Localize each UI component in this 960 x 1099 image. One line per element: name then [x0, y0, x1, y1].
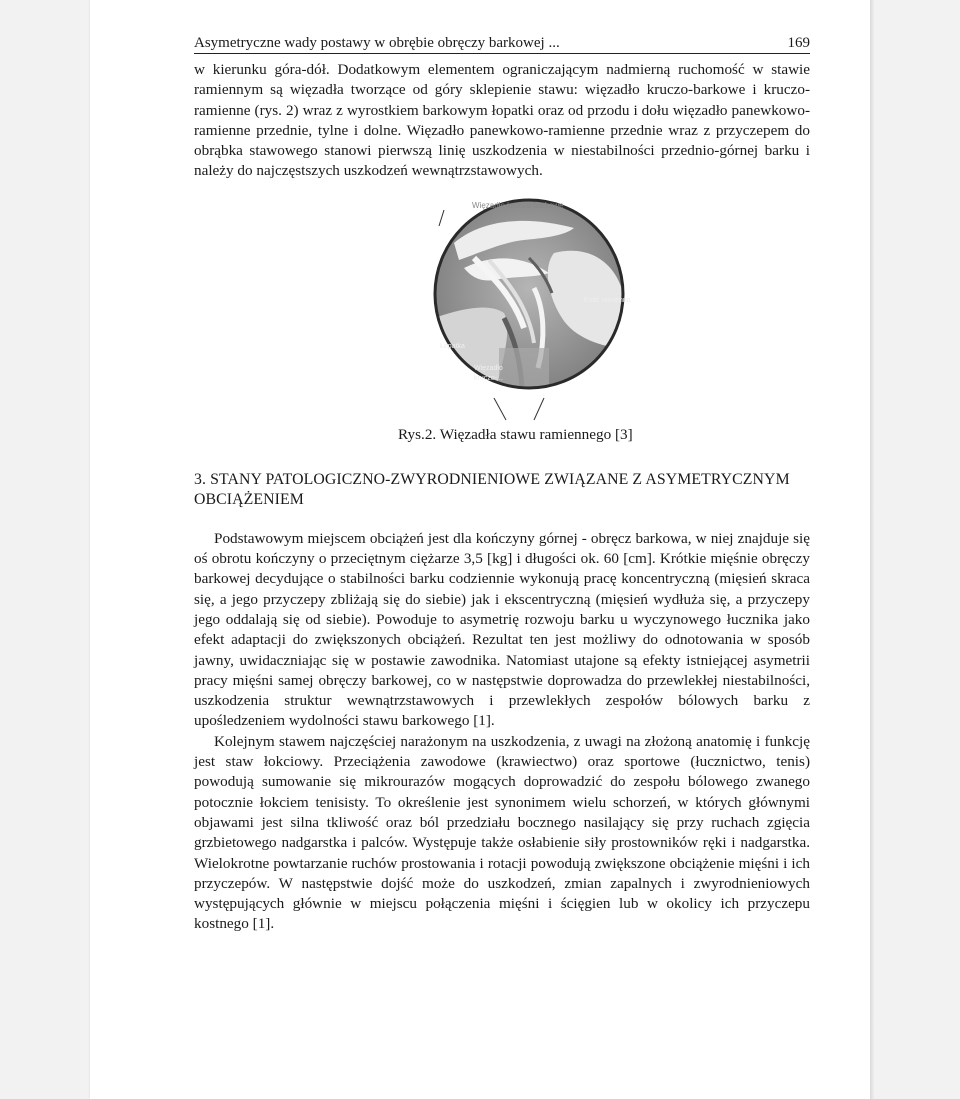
figure-caption: Rys.2. Więzadła stawu ramiennego [3] — [398, 425, 633, 443]
label-right: Kość ramienna — [584, 296, 631, 304]
section-paragraph: Kolejnym stawem najczęściej narażonym na uszkodzenia, z uwagi na złożoną anatomię i funkcję jest staw łokciowy. Przeciążenia zawodowe (krawiectwo) oraz sportowe (łucznictwo, tenis) powodują sumowanie się mikrourazów mogących doprowadzić do zespołu bólowego zwanego potocznie łokciem tenisisty. To określenie jest synonimem wielu schorzeń, w których głównymi objawami jest silna tkliwość oraz ból przedziału bocznego nasilający się przy ruchach zgięcia grzbietowego nadgarstka i palców. Występuje także osłabienie siły prostowników ręki i nadgarstka. Wielokrotne powtarzanie ruchów prostowania i rotacji powodują zwiększone obciążenie mięśni i ich przyczepów. W następstwie dojść może do uszkodzeń, zmian zapalnych i zwyrodnieniowych występujących głównie w miejscu połączenia mięśni i ścięgien lub w okolicy ich przyczepu kostnego [1]. — [194, 732, 810, 933]
label-bottom-2: kruczo-... — [474, 374, 503, 382]
intro-paragraph: w kierunku góra-dół. Dodatkowym elementem ograniczającym nadmierną ruchomość w stawie ramiennym są więzadła tworzące od góry sklepienie stawu: więzadło kruczo-barkowe i kruczo-ramienne (rys. 2) wraz z wyrostkiem barkowym łopatki oraz od przodu i dołu więzadło panewkowo-ramienne przednie, tylne i dolne. Więzadło panewkowo-ramienne przednie wraz z przyczepem do obrąbka stawowego stanowi pierwszą linię uszkodzenia w niestabilności przednio-górnej barku i należy do najczęstszych uszkodzeń wewnątrzstawowych. — [194, 61, 810, 180]
figure-shoulder-ligaments — [194, 192, 810, 452]
page-content — [194, 34, 810, 935]
label-top: Więzadło kruczo-barkowe — [472, 200, 564, 210]
running-header-title: Asymetryczne wady postawy w obrębie obręczy barkowej ... — [194, 35, 560, 51]
label-bottom-1: Więzadło — [474, 364, 503, 372]
section-paragraph: Podstawowym miejscem obciążeń jest dla kończyny górnej - obręcz barkowa, w niej znajduje się oś obrotu kończyny o przeciętnym ciężarze 3,5 [kg] i długości ok. 60 [cm]. Krótkie mięśnie obręczy barkowej decydujące o stabilności barku codziennie wykonują pracę koncentryczną (mięsień skraca się, a jego przyczepy zbliżają się do siebie) jak i ekscentryczną (mięsień wydłuża się, a przyczepy jego oddalają się od siebie). Powoduje to asymetrię rozwoju barku u wyczynowego łucznika jako efekt adaptacji do zwiększonych obciążeń. Rezultat ten jest możliwy do odnotowania w sposób jawny, uwidaczniając się w postawie zawodnika. Natomiast utajone są efekty istniejącej asymetrii pracy mięśni samej obręczy barkowej, co w następstwie doprowadza do przewlekłej niestabilności, uszkodzenia struktur wewnątrzstawowych i przewlekłych zespołów bólowych barku z upośledzeniem wydolności stawu barkowego [1]. — [194, 529, 810, 730]
shoulder-joint-illustration — [434, 198, 631, 422]
running-header — [194, 34, 810, 54]
page-number: 169 — [787, 35, 810, 51]
section-body — [194, 529, 810, 935]
section-heading: 3. STANY PATOLOGICZNO-ZWYRODNIENIOWE ZWIĄZANE Z ASYMETRYCZNYM OBCIĄŻENIEM — [194, 470, 790, 508]
page-edge-shadow — [870, 0, 874, 1099]
label-left: Łopatka — [440, 342, 465, 350]
